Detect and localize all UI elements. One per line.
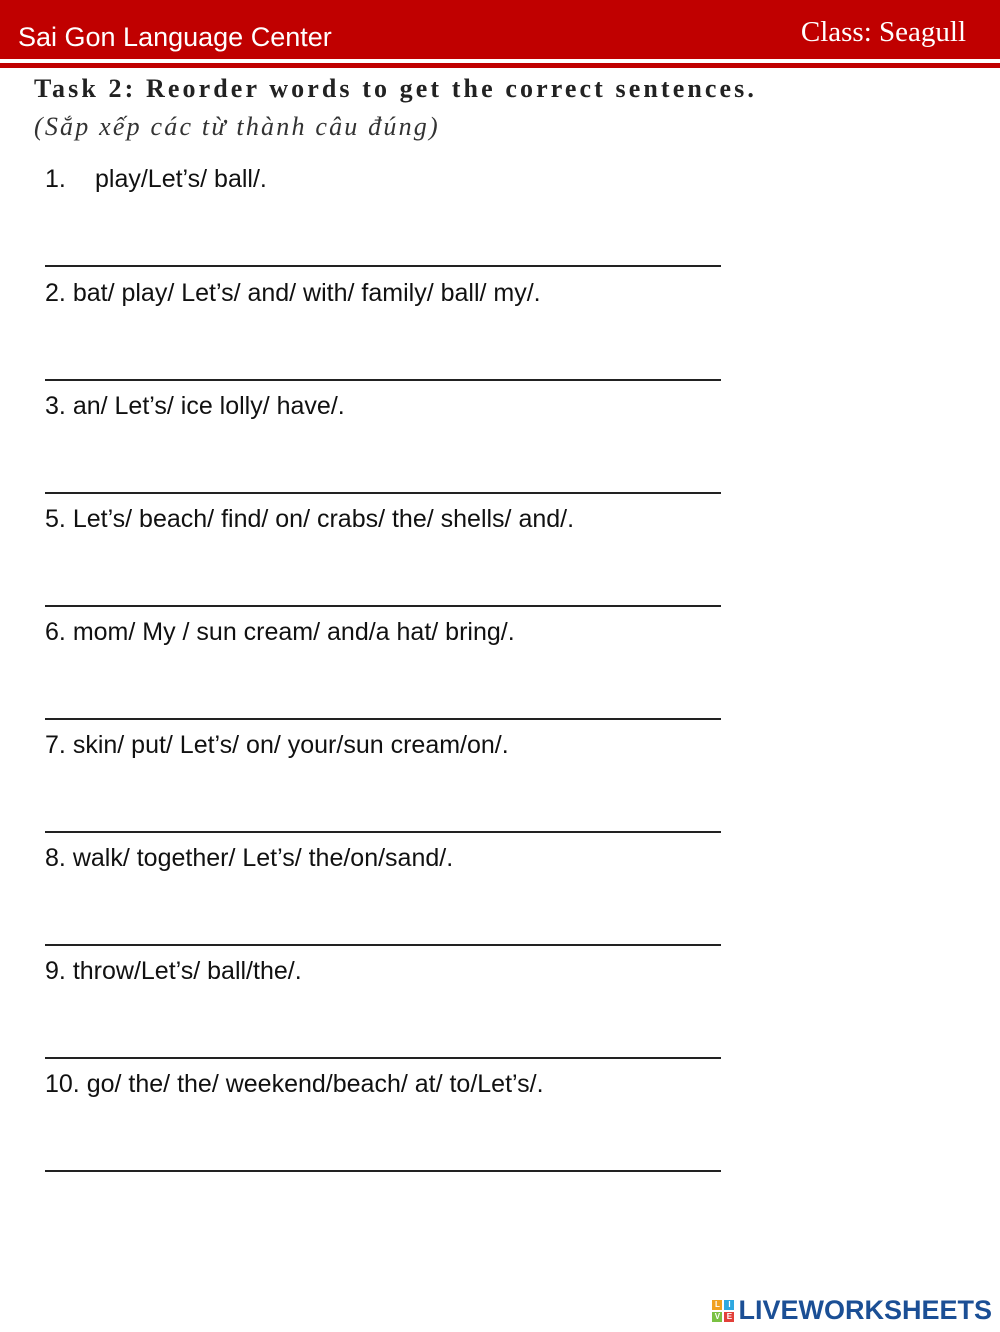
question-number: 6. (45, 618, 66, 646)
question-item (45, 505, 574, 534)
question-text: play/Let’s/ ball/. (95, 165, 267, 193)
answer-line[interactable] (45, 492, 721, 494)
question-text: walk/ together/ Let’s/ the/on/sand/. (72, 844, 454, 872)
question-text: mom/ My / sun cream/ and/a hat/ bring/. (72, 618, 515, 646)
liveworksheets-logo-icon: L I V E (712, 1300, 734, 1322)
center-name: Sai Gon Language Center (18, 22, 332, 52)
question-item (45, 279, 541, 308)
question-text: Let’s/ beach/ find/ on/ crabs/ the/ shells/ and/. (72, 505, 575, 533)
question-item (45, 731, 509, 760)
question-item (45, 165, 267, 194)
question-number: 5. (45, 505, 66, 533)
liveworksheets-logo (712, 1295, 992, 1326)
question-text: bat/ play/ Let’s/ and/ with/ family/ ball/ my/. (72, 279, 541, 307)
question-number: 3. (45, 392, 66, 420)
question-text: throw/Let’s/ ball/the/. (72, 957, 302, 985)
question-text: go/ the/ the/ weekend/beach/ at/ to/Let’s/. (86, 1070, 544, 1098)
question-number: 10. (45, 1070, 80, 1098)
question-text: an/ Let’s/ ice lolly/ have/. (72, 392, 345, 420)
answer-line[interactable] (45, 831, 721, 833)
class-label: Class: Seagull (800, 16, 966, 48)
question-item (45, 618, 515, 647)
question-item (45, 1070, 544, 1099)
answer-line[interactable] (45, 944, 721, 946)
answer-line[interactable] (45, 605, 721, 607)
task-subtitle: (Sắp xếp các từ thành câu đúng) (34, 112, 440, 141)
logo-text: LIVEWORKSHEETS (738, 1295, 992, 1325)
task-title: Task 2: Reorder words to get the correct sentences. (34, 74, 757, 103)
question-number: 1. (45, 165, 66, 193)
answer-line[interactable] (45, 265, 721, 267)
question-item (45, 392, 345, 421)
header-divider (0, 63, 1000, 68)
answer-line[interactable] (45, 379, 721, 381)
question-item (45, 844, 453, 873)
answer-line[interactable] (45, 718, 721, 720)
header-bar (0, 0, 1000, 59)
question-text: skin/ put/ Let’s/ on/ your/sun cream/on/. (72, 731, 509, 759)
question-number: 2. (45, 279, 66, 307)
question-number: 8. (45, 844, 66, 872)
answer-line[interactable] (45, 1057, 721, 1059)
question-number: 9. (45, 957, 66, 985)
question-item (45, 957, 302, 986)
question-number: 7. (45, 731, 66, 759)
answer-line[interactable] (45, 1170, 721, 1172)
